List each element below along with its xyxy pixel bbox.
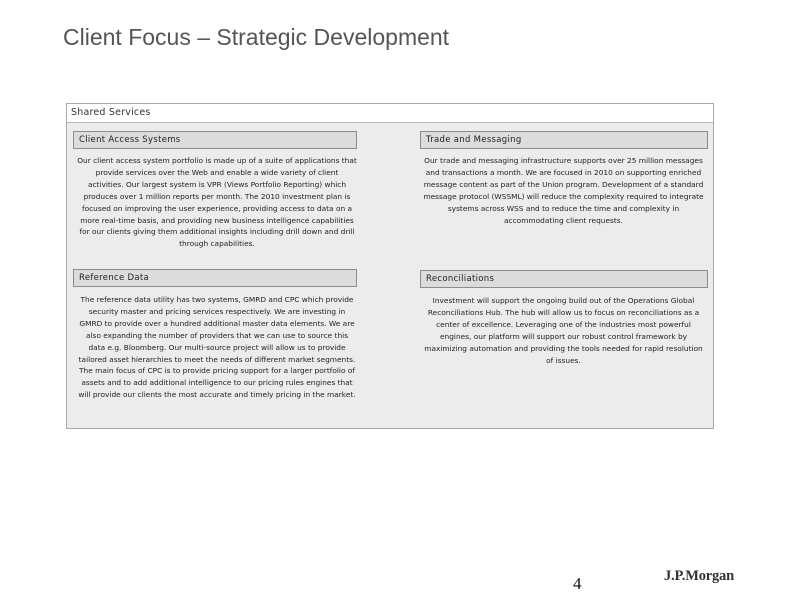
section-header-reference-data: Reference Data — [73, 269, 357, 287]
page-number: 4 — [573, 574, 582, 593]
section-header-client-access: Client Access Systems — [73, 131, 357, 149]
section-body-reconciliations: Investment will support the ongoing build out of the Operations Global Reconciliations Hub. The hub will allow us to focus on reconciliations as a center of excellence. Leveraging one of the industries most powerful engines, our platform will support our robust control framework by maximizing automation and providing the tools needed for rapid resolution of issues. — [424, 296, 703, 365]
panel-title: Shared Services — [67, 104, 713, 123]
section-header-reconciliations: Reconciliations — [420, 270, 708, 288]
section-body-reference-data: The reference data utility has two systems, GMRD and CPC which provide security master and pricing services respectively. We are investing in GMRD to provide over a hundred additional master data elements. We are also expanding the number of providers that we can use to source this data e.g. Bloomberg. Our multi-source project will allow us to provide tailored asset hierarchies to meet the needs of different market segments. The main focus of CPC is to provide pricing support for a larger portfolio of assets and to add additional intelligence to our pricing rules engines that will provide our clients the most accurate and timely pricing in the market. — [78, 295, 356, 400]
section-header-trade-messaging: Trade and Messaging — [420, 131, 708, 149]
jpmorgan-logo: J.P.Morgan — [664, 568, 734, 584]
shared-services-panel — [66, 103, 714, 429]
section-body-trade-messaging: Our trade and messaging infrastructure supports over 25 million messages and transactions a month. We are focused in 2010 on supporting enriched message content as part of the Union program. Development of a standard message protocol (WSSML) will reduce the complexity required to integrate systems across WSS and to reduce the time and complexity in accommodating client requests. — [423, 156, 704, 225]
section-body-client-access: Our client access system portfolio is made up of a suite of applications that provide services over the Web and enable a wide variety of client activities. Our largest system is VPR (Views Portfolio Reporting) which produces over 1 million reports per month. The 2010 investment plan is focused on improving the user experience, providing access to data on a more real-time basis, and providing new business intelligence capabilities for our clients giving them additional insights including drill down and drill through capabilities. — [77, 156, 357, 249]
page-title: Client Focus – Strategic Development — [63, 24, 450, 50]
